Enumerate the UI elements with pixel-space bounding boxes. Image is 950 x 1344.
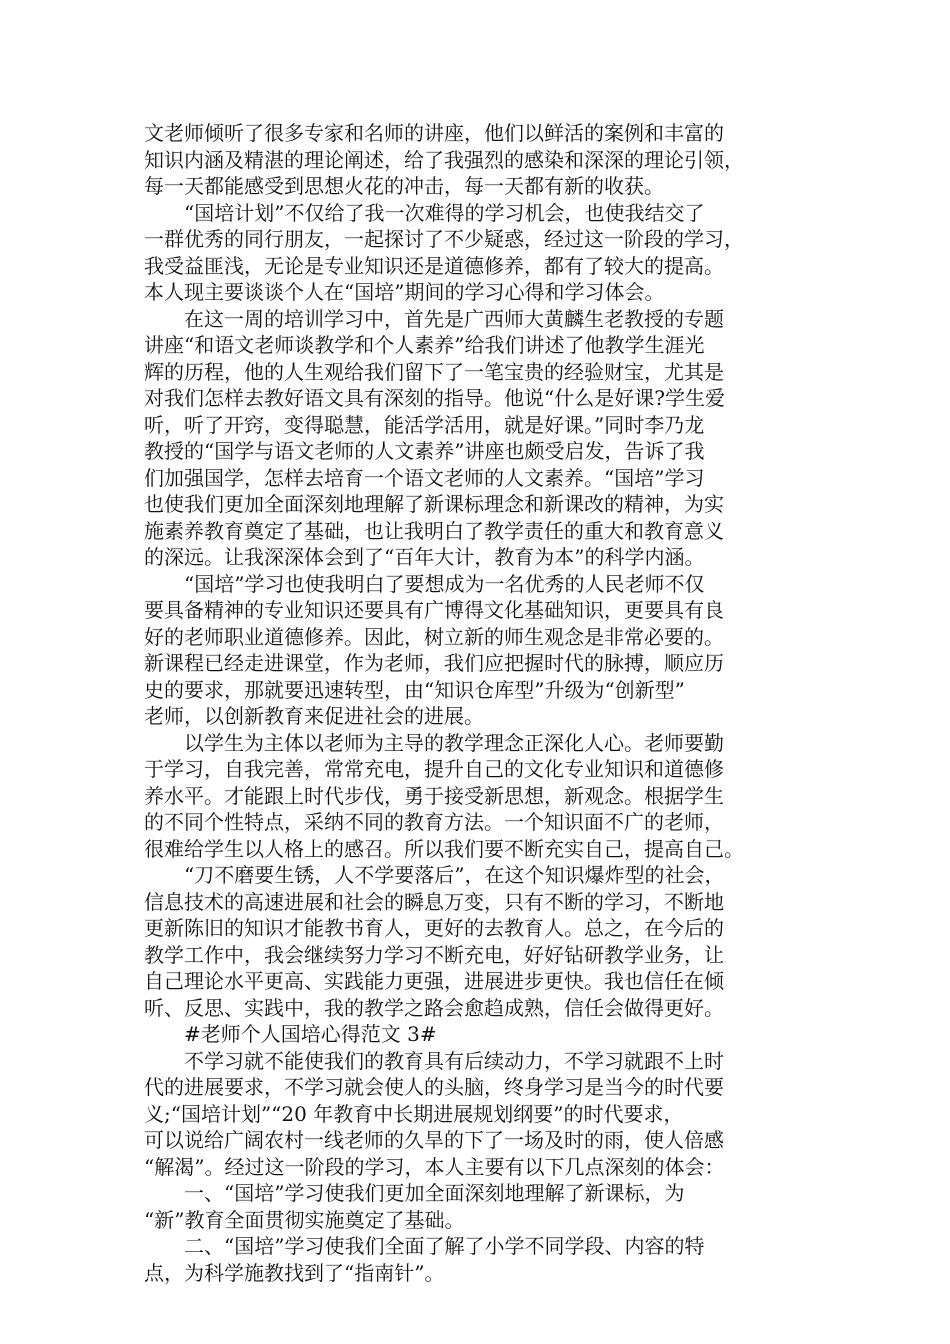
document-body — [144, 120, 816, 1286]
text-line: 们加强国学，怎样去培育一个语文老师的人文素养。“国培”学习 — [144, 465, 705, 490]
paragraph — [144, 120, 816, 200]
paragraph — [144, 730, 816, 863]
paragraph — [144, 571, 816, 730]
text-line: 教授的“国学与语文老师的人文素养”讲座也颇受启发，告诉了我 — [144, 439, 705, 463]
text-line: “解渴”。经过这一阶段的学习，本人主要有以下几点深刻的体会： — [144, 1154, 725, 1179]
text-line: “国培计划”不仅给了我一次难得的学习机会，也使我结交了 — [184, 200, 705, 225]
text-line: 文老师倾听了很多专家和名师的讲座，他们以鲜活的案例和丰富的 — [144, 121, 724, 145]
paragraph — [144, 1180, 816, 1233]
text-line: 老师，以创新教育来促进社会的进展。 — [144, 704, 484, 728]
text-line: 本人现主要谈谈个人在“国培”期间的学习心得和学习体会。 — [144, 280, 665, 304]
text-line: 辉的历程，他的人生观给我们留下了一笔宝贵的经验财宝，尤其是 — [144, 359, 724, 384]
text-line: 新课程已经走进课堂，作为老师，我们应把握时代的脉搏，顺应历 — [144, 651, 724, 675]
text-line: 信息技术的高速进展和社会的瞬息万变，只有不断的学习，不断地 — [144, 889, 724, 914]
text-line: 养水平。才能跟上时代步伐，勇于接受新思想，新观念。根据学生 — [144, 783, 724, 808]
text-line: 很难给学生以人格上的感召。所以我们要不断充实自己，提高自己。 — [144, 836, 744, 861]
text-line: 对我们怎样去教好语文具有深刻的指导。他说“什么是好课?学生爱 — [144, 386, 725, 410]
paragraph — [144, 1021, 816, 1048]
paragraph — [144, 1048, 816, 1181]
text-line: “刀不磨要生锈，人不学要落后”，在这个知识爆炸型的社会， — [184, 863, 725, 887]
text-line: 我受益匪浅，无论是专业知识还是道德修养，都有了较大的提高。 — [144, 253, 724, 278]
text-line: “新”教育全面贯彻实施奠定了基础。 — [144, 1207, 465, 1232]
text-line: 听，听了开窍，变得聪慧，能活学活用，就是好课。”同时李乃龙 — [144, 412, 705, 437]
paragraph — [144, 1233, 816, 1286]
text-line: 施素养教育奠定了基础，也让我明白了教学责任的重大和教育意义 — [144, 518, 724, 543]
text-line: 好的老师职业道德修养。因此，树立新的师生观念是非常必要的。 — [144, 624, 724, 649]
text-line: 自己理论水平更高、实践能力更强，进展进步更快。我也信任在倾 — [144, 969, 724, 993]
text-line: 每一天都能感受到思想火花的冲击，每一天都有新的收获。 — [144, 174, 664, 198]
text-line: 不学习就不能使我们的教育具有后续动力，不学习就跟不上时 — [184, 1048, 724, 1073]
text-line: 在这一周的培训学习中，首先是广西师大黄麟生老教授的专题 — [184, 306, 724, 331]
text-line: 知识内涵及精湛的理论阐述，给了我强烈的感染和深深的理论引领， — [144, 147, 744, 172]
text-line: 的深远。让我深深体会到了“百年大计，教育为本”的科学内涵。 — [144, 545, 705, 569]
text-line: 的不同个性特点，采纳不同的教育方法。一个知识面不广的老师， — [144, 810, 724, 834]
text-line: 以学生为主体以老师为主导的教学理念正深化人心。老师要勤 — [184, 730, 724, 755]
text-line: 听、反思、实践中，我的教学之路会愈趋成熟，信任会做得更好。 — [144, 995, 724, 1020]
text-line: 也使我们更加全面深刻地理解了新课标理念和新课改的精神，为实 — [144, 492, 724, 516]
text-line: 讲座“和语文老师谈教学和个人素养”给我们讲述了他教学生涯光 — [144, 333, 705, 357]
text-line: 二、“国培”学习使我们全面了解了小学不同学段、内容的特 — [184, 1234, 705, 1258]
text-line: 教学工作中，我会继续努力学习不断充电，好好钻研教学业务，让 — [144, 942, 724, 967]
text-line: 代的进展要求，不学习就会使人的头脑，终身学习是当今的时代要 — [144, 1075, 724, 1099]
paragraph — [144, 306, 816, 571]
text-line: 一、“国培”学习使我们更加全面深刻地理解了新课标，为 — [184, 1181, 685, 1205]
text-line: 史的要求，那就要迅速转型，由“知识仓库型”升级为“创新型” — [144, 677, 685, 702]
text-line: 点，为科学施教找到了“指南针”。 — [144, 1260, 445, 1285]
text-line: 于学习，自我完善，常常充电，提升自己的文化专业知识和道德修 — [144, 757, 724, 781]
text-line: “国培”学习也使我明白了要想成为一名优秀的人民老师不仅 — [184, 571, 705, 596]
text-line: 义;“国培计划”“20 年教育中长期进展规划纲要”的时代要求， — [144, 1101, 684, 1126]
paragraph — [144, 862, 816, 1021]
text-line: 更新陈旧的知识才能教书育人，更好的去教育人。总之，在今后的 — [144, 916, 724, 940]
text-line: #老师个人国培心得范文 3# — [184, 1022, 437, 1046]
text-line: 可以说给广阔农村一线老师的久旱的下了一场及时的雨，使人倍感 — [144, 1128, 724, 1152]
text-line: 一群优秀的同行朋友，一起探讨了不少疑惑，经过这一阶段的学习， — [144, 227, 744, 251]
text-line: 要具备精神的专业知识还要具有广博得文化基础知识，更要具有良 — [144, 598, 724, 622]
paragraph — [144, 200, 816, 306]
